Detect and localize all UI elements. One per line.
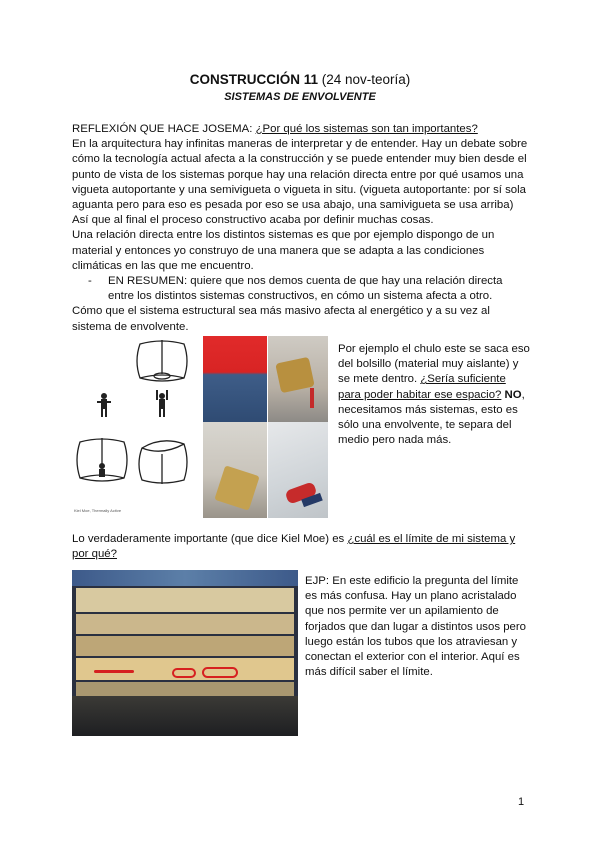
facade-floor-2 [76, 614, 294, 634]
paragraph-1: En la arquitectura hay infinitas maneras de interpretar y de entender. Hay un debate sobre cómo la tecnología actual afecta a la construcción y se puede entender muy bien desde el punto de vista de los sistemas porque hay una relación directa entre por qué usamos una vigueta autoportante y una semivigueta o vigueta in situ. (vigueta autoportante: por sí sola aguanta pero para eso es pesada por eso se usa abajo, una samivigueta se usa arriba) Así que al final el proceso constructivo acaba por definir muchas cosas. [72, 138, 528, 227]
page-title [0, 72, 600, 87]
paragraph-3: Cómo que el sistema estructural sea más masivo afecta al energético y a su vez al sistema de envolvente. [72, 305, 490, 333]
photo-golden-cube-air [268, 336, 328, 422]
red-tube-1 [94, 670, 134, 673]
photo-inside-cube [268, 422, 328, 518]
page-subtitle: SISTEMAS DE ENVOLVENTE [224, 91, 376, 103]
photo-golden-cube-ground [203, 422, 267, 518]
lead-label: REFLEXIÓN QUE HACE JOSEMA: [72, 123, 256, 135]
bullet-text: EN RESUMEN: quiere que nos demos cuenta de que hay una relación directa entre los distintos sistemas constructivos, en cómo un sistema afecta a otro. [108, 275, 503, 303]
lead-question: ¿Por qué los sistemas son tan importantes? [255, 123, 478, 135]
figure1-text-2: , necesitamos más sistemas, esto es sólo una envolvente, te separa del medio pero nada más. [338, 388, 525, 447]
page-number: 1 [518, 796, 525, 808]
facade-floor-3 [76, 636, 294, 656]
section2-question: ¿cuál es el límite de mi sistema y por qué? [72, 533, 516, 561]
red-tube-2 [172, 668, 196, 678]
title-bold: CONSTRUCCIÓN 11 [189, 72, 318, 87]
cube-sketch-illustration [72, 336, 200, 518]
golden-cube-shape [275, 357, 314, 393]
trees-foreground [72, 696, 298, 736]
figure1-text-1: Por ejemplo el chulo este se saca eso del bolsillo (material muy aislante) y se mete dentro. [338, 343, 530, 386]
bullet-dash: - [88, 275, 92, 288]
section-kiel-moe [72, 532, 530, 562]
figure1-explanation [338, 342, 530, 448]
photo-man-pocket [203, 336, 267, 422]
facade-floor-5 [76, 682, 294, 696]
golden-cube-shape-2 [214, 465, 259, 510]
summary-bullet [72, 274, 530, 304]
figure1-answer: NO [501, 388, 522, 401]
figure-caption: Kiel Moe, Thermally Active [74, 508, 122, 513]
paragraph-2: Una relación directa entre los distintos sistemas es que por ejemplo dispongo de un material y entonces yo construyo de una manera que se adapta a las condiciones climáticas en las que me encuentro. [72, 229, 495, 272]
building-facade-photo [72, 570, 298, 736]
title-date: (24 nov-teoría) [317, 72, 411, 87]
figure2-explanation: EJP: En este edificio la pregunta del límite es más confusa. Hay un plano acristalado que nos permite ver un apilamiento de forjados que dan lugar a distintos usos pero luego están los tubos que los atraviesan y conectan el exterior con el interior. Aquí es más difícil saber el límite. [305, 575, 526, 679]
lead-line [72, 122, 530, 137]
person-red-shape [310, 388, 314, 408]
section2-lead: Lo verdaderamente importante (que dice Kiel Moe) es [72, 533, 348, 545]
facade-top-band [72, 570, 298, 586]
facade-floor-1 [76, 588, 294, 612]
section-reflexion [72, 122, 530, 335]
cube-diagram-image [72, 336, 200, 518]
red-tube-3 [202, 667, 238, 678]
figure1-question: ¿Sería suficiente para poder habitar ese espacio? [338, 373, 506, 401]
